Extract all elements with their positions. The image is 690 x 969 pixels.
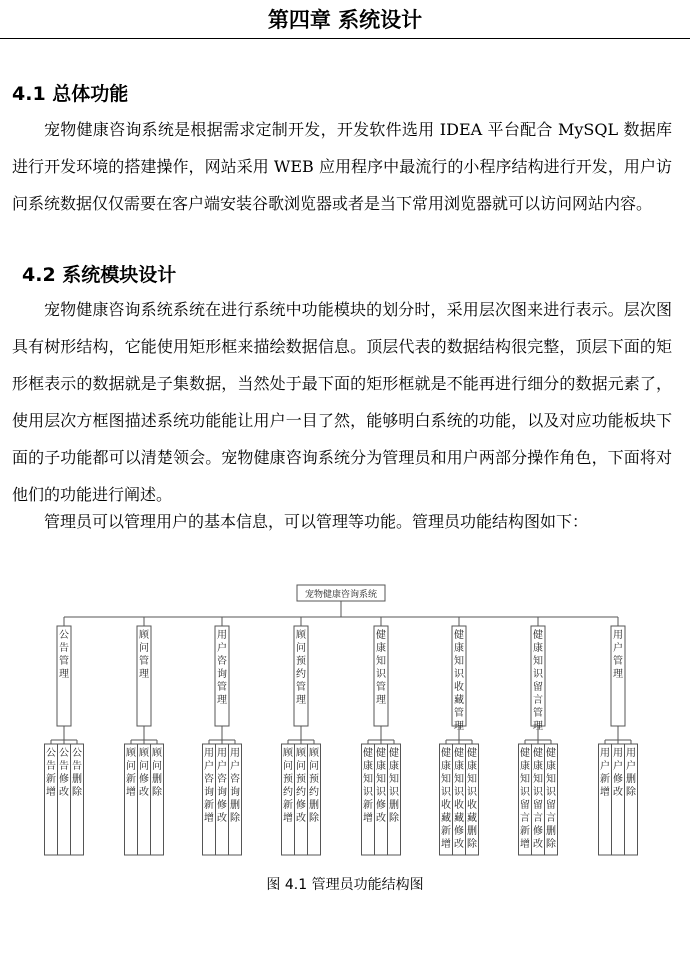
admin-intro-paragraph: 管理员可以管理用户的基本信息，可以管理等功能。管理员功能结构图如下： (44, 512, 589, 531)
header-rule (0, 38, 690, 39)
section-heading-modules: 4.2 系统模块设计 (22, 264, 177, 286)
child-label: 用户咨询删除 (230, 748, 240, 824)
root-node-label: 宠物健康咨询系统 (304, 590, 378, 600)
admin-function-structure-diagram (0, 570, 690, 870)
figure-caption: 图 4.1 管理员功能结构图 (266, 877, 424, 893)
child-label: 用户咨询新增 (204, 748, 214, 824)
chapter-title: 第四章 系统设计 (267, 8, 423, 32)
section-heading-overall: 4.1 总体功能 (12, 83, 129, 105)
child-label: 健康知识新增 (363, 748, 373, 824)
child-label: 顾问预约修改 (296, 748, 306, 824)
child-label: 健康知识收藏修改 (454, 748, 464, 850)
child-label: 顾问修改 (139, 748, 149, 798)
module-label: 公告管理 (59, 630, 69, 680)
child-label: 健康知识留言新增 (520, 748, 530, 850)
module-label: 用户管理 (613, 630, 623, 680)
module-label: 顾问管理 (139, 630, 149, 680)
child-label: 公告删除 (72, 748, 82, 798)
child-label: 顾问删除 (152, 748, 162, 798)
child-label: 用户新增 (600, 748, 610, 798)
child-label: 顾问预约删除 (309, 748, 319, 824)
child-label: 健康知识留言删除 (546, 748, 556, 850)
child-label: 用户咨询修改 (217, 748, 227, 824)
modules-paragraph: 宠物健康咨询系统系统在进行系统中功能模块的划分时，采用层次图来进行表示。层次图具有树形结构，它能使用矩形框来描绘数据信息。顶层代表的数据结构很完整，顶层下面的矩形框表示的数据就是子集数据，当然处于最下面的矩形框就是不能再进行细分的数据元素了，使用层次方框图描述系统功能能让用户一目了然，能够明白系统的功能，以及对应功能板块下面的子功能都可以清楚领会。宠物健康咨询系统分为管理员和用户两部分操作角色，下面将对他们的功能进行阐述。 (12, 300, 672, 504)
child-label: 用户删除 (626, 748, 636, 798)
child-label: 健康知识收藏新增 (441, 748, 451, 850)
module-label: 健康知识收藏管理 (454, 630, 464, 732)
module-label: 健康知识留言管理 (533, 630, 543, 732)
child-label: 健康知识收藏删除 (467, 748, 477, 850)
child-label: 公告新增 (46, 748, 56, 798)
child-label: 用户修改 (613, 748, 623, 798)
module-label: 顾问预约管理 (296, 630, 306, 706)
child-label: 顾问新增 (126, 748, 136, 798)
child-label: 健康知识删除 (389, 748, 399, 824)
child-label: 健康知识修改 (376, 748, 386, 824)
overall-paragraph: 宠物健康咨询系统是根据需求定制开发，开发软件选用 IDEA 平台配合 MySQL 数据库进行开发环境的搭建操作，网站采用 WEB 应用程序中最流行的小程序结构进行开发，用户访问系统数据仅仅需要在客户端安装谷歌浏览器或者是当下常用浏览器就可以访问网站内容。 (12, 120, 672, 213)
child-label: 公告修改 (59, 748, 69, 798)
child-label: 健康知识留言修改 (533, 748, 543, 850)
child-label: 顾问预约新增 (283, 748, 293, 824)
module-label: 健康知识管理 (376, 630, 386, 706)
module-label: 用户咨询管理 (217, 630, 227, 706)
